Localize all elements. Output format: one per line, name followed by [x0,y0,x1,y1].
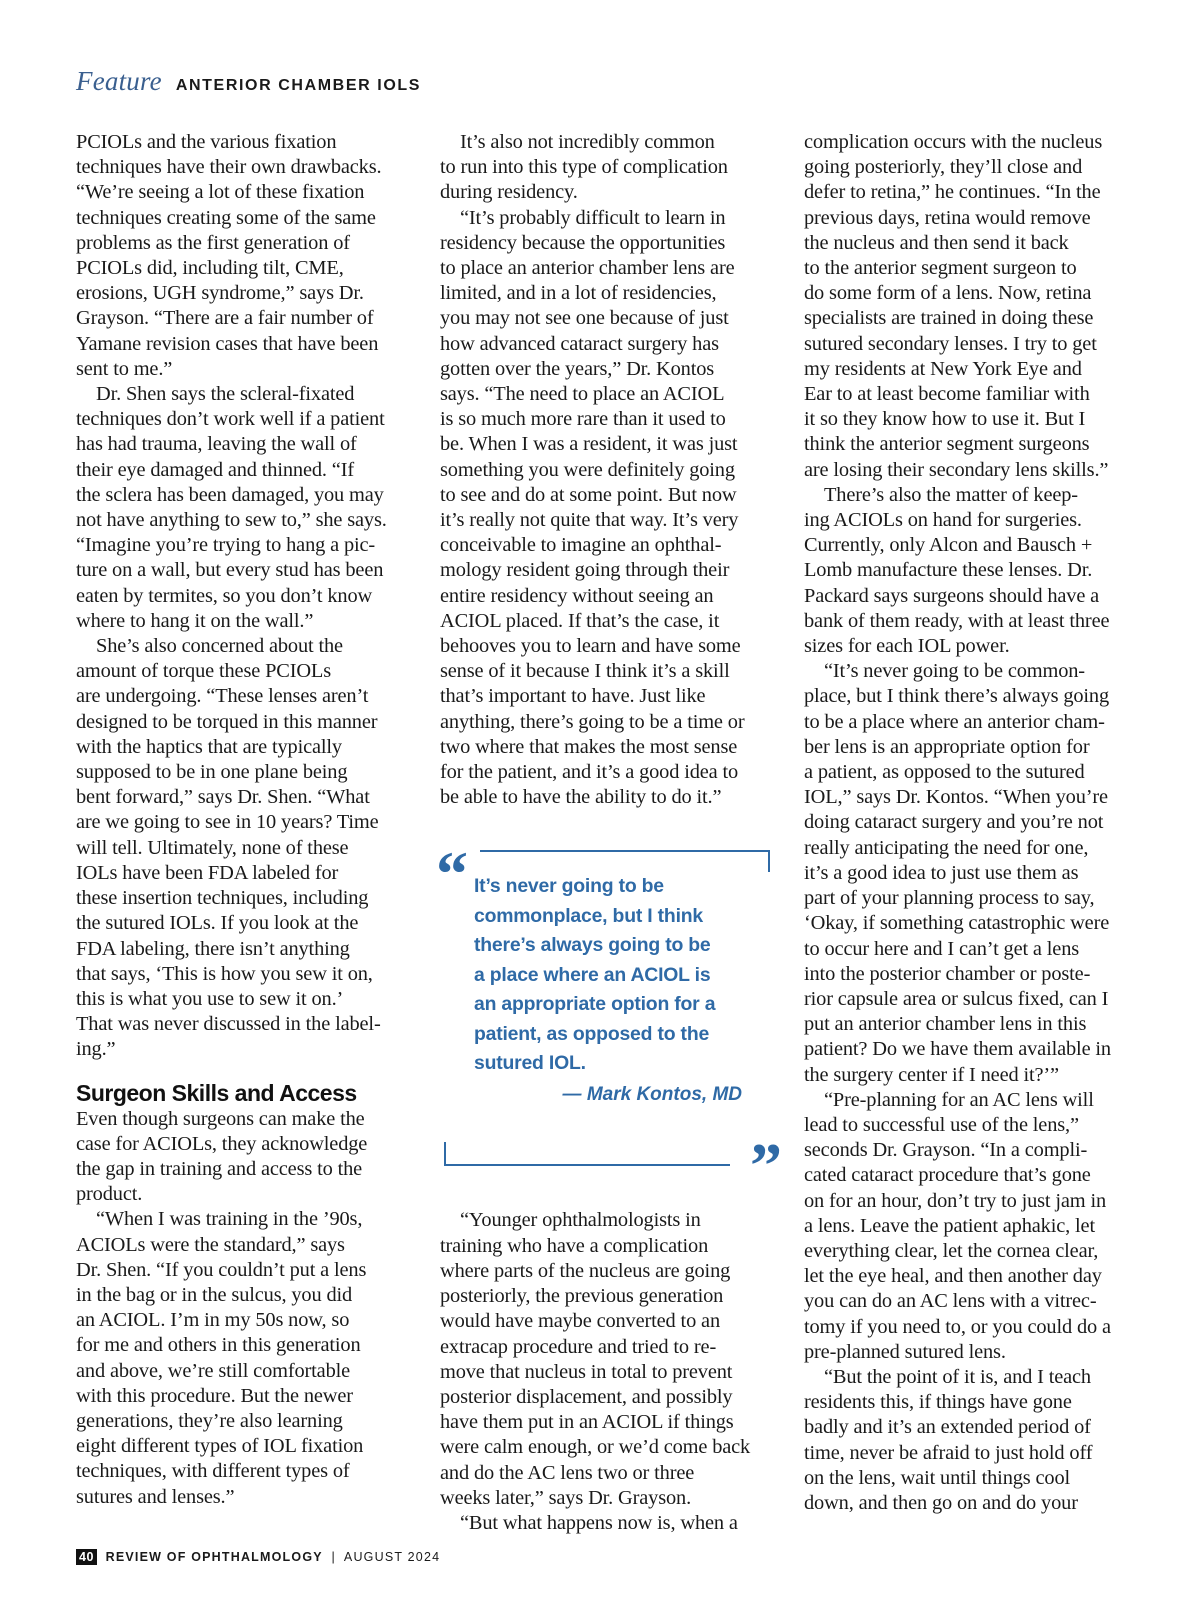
magazine-name: REVIEW OF OPHTHALMOLOGY [105,1550,323,1564]
paragraph: “But the point of it is, and I teach residents this, if things have gone badly and it’s an extended period of time, never be afraid to just hold off on the lens, wait until things cool down, and then go on and do your [804,1365,1093,1514]
paragraph: It’s also not incredibly common to run into this type of complication during residency. [440,131,728,204]
paragraph: Dr. Shen says the scleral-fixated techniques don’t work well if a patient has had trauma, leaving the wall of their eye damaged and thinned. “If the sclera has been damaged, you may not have anything to sew to,” she says. “Imagine you’re trying to hang a pic- ture on a wall, but every stud has been eaten by termites, so you don’t know where to hang it on the wall.” [76,383,387,632]
feature-label: Feature [76,66,162,96]
paragraph: PCIOLs and the various fixation techniques have their own drawbacks. “We’re seeing a lot of these fixation techniques creating some of the same problems as the first generation of PCIOLs did, including tilt, CME, erosions, UGH syndrome,” says Dr. Grayson. “There are a fair number of Yamane revision cases that have been sent to me.” [76,131,382,380]
pull-quote-rule-bottom [444,1164,730,1166]
column-2 [436,130,782,1536]
section-label: ANTERIOR CHAMBER IOLS [175,77,422,94]
pull-quote-text: It’s never going to be commonplace, but I think there’s always going to be a place where an ACIOL is an appropriate option for a patient, as opposed to the sutured IOL. [474,875,716,1074]
paragraph: She’s also concerned about the amount of torque these PCIOLs are undergoing. “These lenses aren’t designed to be torqued in this manner with the haptics that are typically supposed to be in one plane being bent forward,” says Dr. Shen. “What are we going to see in 10 years? Time will tell. Ultimately, none of these IOLs have been FDA labeled for these insertion techniques, including the sutured IOLs. If you look at the FDA labeling, there isn’t anything that says, ‘This is how you sew it on, this is what you use to sew it on.’ That was never discussed in the label- ing.” [76,635,381,1061]
paragraph: “Younger ophthalmologists in training who have a complication where parts of the nucleus are going posteriorly, the previous generation would have maybe converted to an extracap procedure and tried to re- move that nucleus in total to prevent posterior displacement, and possibly have them put in an ACIOL if things were calm enough, or we’d come back and do the AC lens two or three weeks later,” says Dr. Grayson. [440,1209,751,1509]
close-quote-mark: ” [750,1130,782,1202]
column-1 [76,130,406,1510]
paragraph: Even though surgeons can make the case for ACIOLs, they acknowledge the gap in training and access to the product. [76,1107,368,1206]
subhead: Surgeon Skills and Access [76,1079,357,1106]
pull-quote-tick-bottom [444,1142,446,1166]
paragraph: “Pre-planning for an AC lens will lead to successful use of the lens,” seconds Dr. Grayson. “In a compli- cated cataract procedure that’s gone on for an hour, don’t try to just jam in a lens. Leave the patient aphakic, let everything clear, let the cornea clear, let the eye heal, and then another day you can do an AC lens with a vitrec- tomy if you need to, or you could do a pre-planned sutured lens. [804,1088,1111,1363]
open-quote-mark: “ [436,838,468,910]
paragraph: “But what happens now is, when a [460,1511,738,1534]
pull-quote [436,838,782,1202]
issue-date: AUGUST 2024 [343,1550,441,1564]
paragraph: “When I was training in the ’90s, ACIOLs were the standard,” says Dr. Shen. “If you couldn’t put a lens in the bag or in the sulcus, you did an ACIOL. I’m in my 50s now, so for me and others in this generation and above, we’re still comfortable with this procedure. But the newer generations, they’re also learning eight different types of IOL fixation techniques, with different types of sutures and lenses.” [76,1208,367,1508]
paragraph: There’s also the matter of keep- ing ACIOLs on hand for surgeries. Currently, only Alcon and Bausch + Lomb manufacture these lenses. Dr. Packard says surgeons should have a bank of them ready, with at least three sizes for each IOL power. [804,483,1110,658]
page-footer [76,1549,440,1569]
pull-quote-attribution: — Mark Kontos, MD [562,1084,742,1106]
page-number: 40 [76,1549,97,1565]
column-3 [804,130,1134,1516]
running-head [76,66,421,100]
pull-quote-tick-top [768,850,770,872]
footer-separator: | [331,1550,336,1564]
pull-quote-rule-top [480,850,770,852]
paragraph: “It’s never going to be common- place, but I think there’s always going to be a place where an anterior cham- ber lens is an appropriate option for a patient, as opposed to the sutured IOL,” says Dr. Kontos. “When you’re doing cataract surgery and you’re not really anticipating the need for one, it’s a good idea to just use them as part of your planning process to say, ‘Okay, if something catastrophic were to occur here and I can’t get a lens into the posterior chamber or poste- rior capsule area or sulcus fixed, can I put an anterior chamber lens in this patient? Do we have them available in the surgery center if I need it?’” [804,660,1111,1086]
paragraph: “It’s probably difficult to learn in residency because the opportunities to place an anterior chamber lens are limited, and in a lot of residencies, you may not see one because of just how advanced cataract surgery has gotten over the years,” Dr. Kontos says. “The need to place an ACIOL is so much more rare than it used to be. When I was a resident, it was just something you were definitely going to see and do at some point. But now it’s really not quite that way. It’s very conceivable to imagine an ophthal- mology resident going through their entire residency without seeing an ACIOL placed. If that’s the case, it behooves you to learn and have some sense of it because I think it’s a skill that’s important to have. Just like anything, there’s going to be a time or two where that makes the most sense for the patient, and it’s a good idea to be able to have the ability to do it.” [440,206,745,809]
paragraph: complication occurs with the nucleus going posteriorly, they’ll close and defer to retina,” he continues. “In the previous days, retina would remove the nucleus and then send it back to the anterior segment surgeon to do some form of a lens. Now, retina specialists are trained in doing these sutured secondary lenses. I try to get my residents at New York Eye and Ear to at least become familiar with it so they know how to use it. But I think the anterior segment surgeons are losing their secondary lens skills.” [804,131,1109,481]
